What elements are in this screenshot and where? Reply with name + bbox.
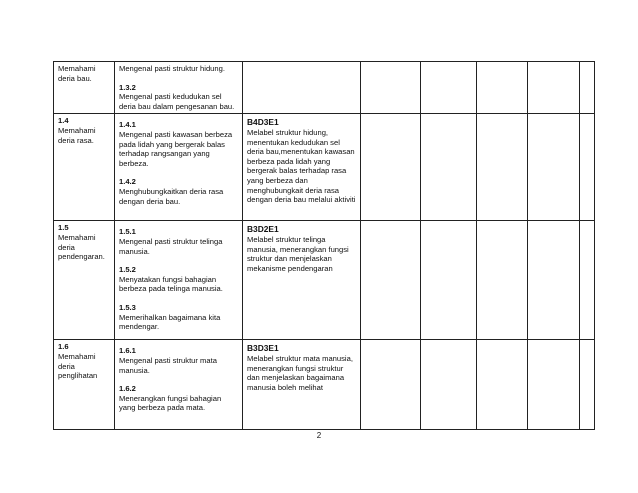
- standard-number: 1.6.1: [119, 346, 136, 356]
- empty-cell: [421, 114, 477, 221]
- topic-text: Memahami deria bau.: [58, 64, 96, 83]
- empty-cell: [580, 62, 595, 114]
- empty-cell: [477, 340, 528, 430]
- empty-cell: [580, 221, 595, 340]
- empty-cell: [580, 114, 595, 221]
- standards-cell: [115, 340, 243, 430]
- empty-cell: [361, 114, 421, 221]
- empty-cell: [477, 62, 528, 114]
- table-row: [54, 340, 595, 430]
- band-code: B3D3E1: [247, 343, 279, 354]
- standard-text: Menghubungkaitkan deria rasa dengan deria bau.: [119, 186, 224, 206]
- empty-cell: [580, 340, 595, 430]
- band-code: B3D2E1: [247, 224, 279, 235]
- empty-cell: [528, 221, 580, 340]
- table-row: [54, 221, 595, 340]
- standard-text: Menerangkan fungsi bahagian yang berbeza pada mata.: [119, 393, 222, 413]
- empty-cell: [421, 221, 477, 340]
- empty-cell: [361, 62, 421, 114]
- standard-number: 1.4.2: [119, 177, 136, 187]
- standard-number: 1.6.2: [119, 384, 136, 394]
- topic-cell: [54, 62, 115, 114]
- topic-cell: [54, 340, 115, 430]
- empty-cell: [528, 62, 580, 114]
- topic-cell: [54, 114, 115, 221]
- page-number: 2: [316, 431, 322, 440]
- standard-number: 1.3.2: [119, 82, 136, 92]
- topic-text: Memahami deria rasa.: [58, 125, 96, 145]
- standard-number: 1.5.1: [119, 227, 136, 237]
- standards-cell: [115, 114, 243, 221]
- topic-text: Memahami deria penglihatan: [58, 351, 98, 381]
- band-code: B4D3E1: [247, 117, 279, 128]
- standards-cell: [115, 62, 243, 114]
- descriptor-cell: [243, 62, 361, 114]
- empty-cell: [528, 114, 580, 221]
- empty-cell: [361, 221, 421, 340]
- standard-text: Memerihalkan bagaimana kita mendengar.: [119, 312, 221, 332]
- topic-cell: [54, 221, 115, 340]
- empty-cell: [361, 340, 421, 430]
- standard-text: Mengenal pasti kawasan berbeza pada lidah yang bergerak balas terhadap rangsangan yang berbeza.: [119, 129, 233, 168]
- empty-cell: [477, 114, 528, 221]
- empty-cell: [421, 340, 477, 430]
- standard-text: Mengenal pasti struktur telinga manusia.: [119, 236, 223, 256]
- topic-number: 1.6: [58, 342, 69, 352]
- topic-text: Memahami deria pendengaran.: [58, 232, 105, 262]
- standard-text: Mengenal pasti struktur mata manusia.: [119, 355, 217, 375]
- standard-number: 1.5.2: [119, 265, 136, 275]
- descriptor-text: Melabel struktur telinga manusia, menerangkan fungsi struktur dan menjelaskan mekanisme pendengaran: [247, 234, 349, 273]
- standard-text: Mengenal pasti kedudukan sel deria bau dalam pengesanan bau.: [119, 92, 235, 111]
- descriptor-text: Melabel struktur mata manusia, menerangkan fungsi struktur dan menjelaskan bagaimana manusia boleh melihat: [247, 353, 353, 392]
- empty-cell: [477, 221, 528, 340]
- table-row: [54, 62, 595, 114]
- descriptor-cell: [243, 340, 361, 430]
- descriptor-cell: [243, 221, 361, 340]
- topic-number: 1.5: [58, 223, 69, 233]
- descriptor-text: Melabel struktur hidung, menentukan kedudukan sel deria bau,menentukan kawasan berbeza pada lidah yang bergerak balas terhadap rasa yang berbeza dan menghubungkait deria rasa dengan deria bau melalui aktiviti: [247, 127, 356, 205]
- empty-cell: [528, 340, 580, 430]
- standard-number: 1.5.3: [119, 302, 136, 312]
- descriptor-cell: [243, 114, 361, 221]
- table-row: [54, 114, 595, 221]
- curriculum-table: [53, 61, 595, 430]
- standard-text: Mengenal pasti struktur hidung.: [119, 64, 225, 73]
- standards-cell: [115, 221, 243, 340]
- topic-number: 1.4: [58, 116, 69, 126]
- standard-number: 1.4.1: [119, 120, 136, 130]
- empty-cell: [421, 62, 477, 114]
- standard-text: Menyatakan fungsi bahagian berbeza pada telinga manusia.: [119, 274, 223, 294]
